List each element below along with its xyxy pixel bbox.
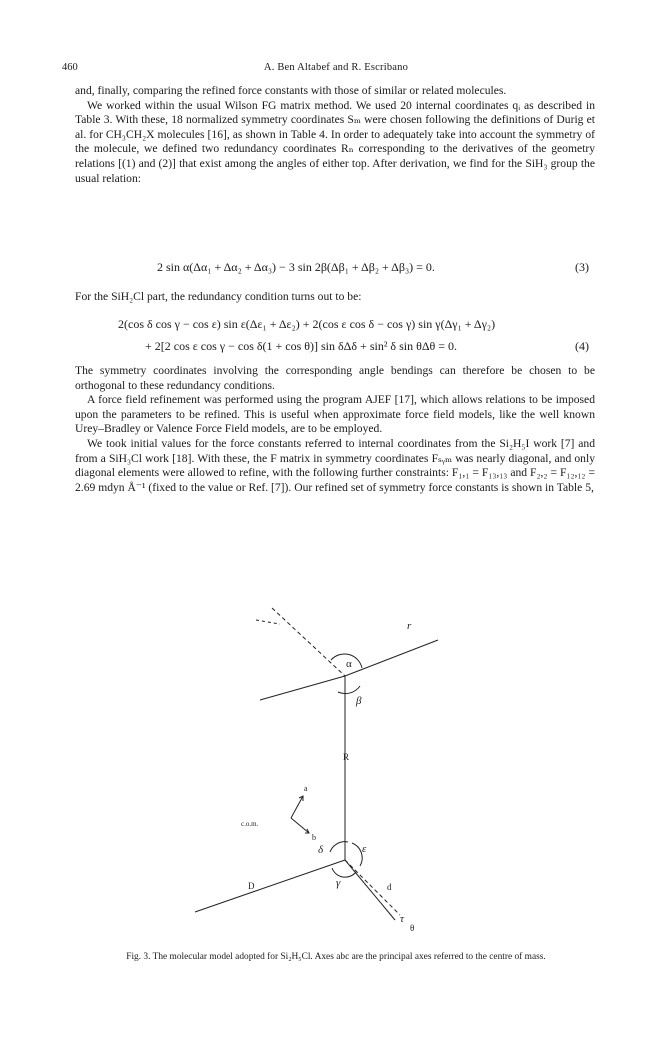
equation-3: 2 sin α(Δα₁ + Δα₂ + Δα₃) − 3 sin 2β(Δβ₁ + Δβ₂ + Δβ₃) = 0.	[157, 260, 435, 274]
label-gamma: γ	[336, 877, 341, 889]
label-tau: τ	[400, 913, 404, 925]
axis-a	[291, 796, 303, 818]
bond-r	[345, 640, 438, 676]
label-delta: δ	[318, 844, 324, 856]
paragraph-intro-2: We worked within the usual Wilson FG matrix method. We used 20 internal coordinates qᵢ as described in Table 3. With these, 18 normalized symmetry coordinates Sₘ were chosen following the definitions of Durig et al. for CH₃CH₂X molecules [16], as shown in Table 4. In order to adequately take into account the symmetry of the molecule, we defined two redundancy coordinates Rₙ corresponding to the derivatives of the geometry relations [(1) and (2)] that exist among the angles of either top. After derivation, we find for the SiH₃ group the usual relation:	[75, 98, 595, 185]
page-number: 460	[62, 62, 78, 73]
upper-dashed-axis	[272, 608, 345, 676]
paragraph-refinement: A force field refinement was performed using the program AJEF [17], which allows relations to be imposed upon the parameters to be refined. This is useful when approximate force field models, like the well known Urey–Bradley or Valence Force Field models, are to be employed.	[75, 393, 595, 436]
upper-dashed-tick	[256, 620, 280, 624]
label-alpha: α	[346, 658, 352, 670]
bond-upper-left	[260, 676, 345, 700]
label-r: r	[407, 620, 412, 632]
label-d: d	[387, 882, 392, 892]
equation-3-number: (3)	[575, 260, 589, 274]
label-epsilon: ε	[362, 843, 367, 855]
equation-4-number: (4)	[575, 339, 589, 353]
label-D: D	[248, 881, 255, 891]
label-a: a	[304, 784, 308, 793]
label-theta: θ	[410, 923, 415, 933]
label-beta: β	[356, 695, 362, 707]
paragraph-symmetry: The symmetry coordinates involving the corresponding angle bendings can therefore be chosen to be orthogonal to these redundancy conditions.	[75, 364, 595, 392]
redundancy-intro-text: For the SiH₂Cl part, the redundancy condition turns out to be:	[75, 290, 362, 303]
axis-b	[291, 818, 309, 833]
beta-arc	[338, 686, 360, 694]
figure-caption: Fig. 3. The molecular model adopted for Si₂H₅Cl. Axes abc are the principal axes referred to the centre of mass.	[126, 952, 546, 962]
epsilon-arc	[352, 843, 362, 866]
label-R: R	[343, 752, 350, 762]
running-head: A. Ben Altabef and R. Escribano	[263, 62, 409, 73]
bond-D	[195, 860, 345, 912]
equation-4-line-1: 2(cos δ cos γ − cos ε) sin ε(Δε₁ + Δε₂) + 2(cos ε cos δ − cos γ) sin γ(Δγ₁ + Δγ₂)	[118, 317, 496, 331]
equation-4-line-2: + 2[2 cos ε cos γ − cos δ(1 + cos θ)] sin δΔδ + sin² δ sin θΔθ = 0.	[145, 339, 458, 353]
paragraph-initial-values: We took initial values for the force constants referred to internal coordinates from the Si₂H₅I work [7] and from a SiH₃Cl work [18]. With these, the F matrix in symmetry coordinates Fₛᵧₘ was nearly diagonal, and only diagonal elements were allowed to refine, with the following further constraints: F₁,₁ = F₁₃,₁₃ and F₂,₂ = F₁₂,₁₂ = 2.69 mdyn Å⁻¹ (fixed to the value or Ref. [7]). Our refined set of symmetry force constants is shown in Table 5,	[75, 436, 595, 494]
paragraph-intro-1: and, finally, comparing the refined force constants with those of similar or related molecules.	[75, 84, 507, 97]
label-b: b	[312, 833, 316, 842]
lower-dashed-axis	[345, 860, 400, 915]
label-com: c.o.m.	[241, 820, 259, 828]
